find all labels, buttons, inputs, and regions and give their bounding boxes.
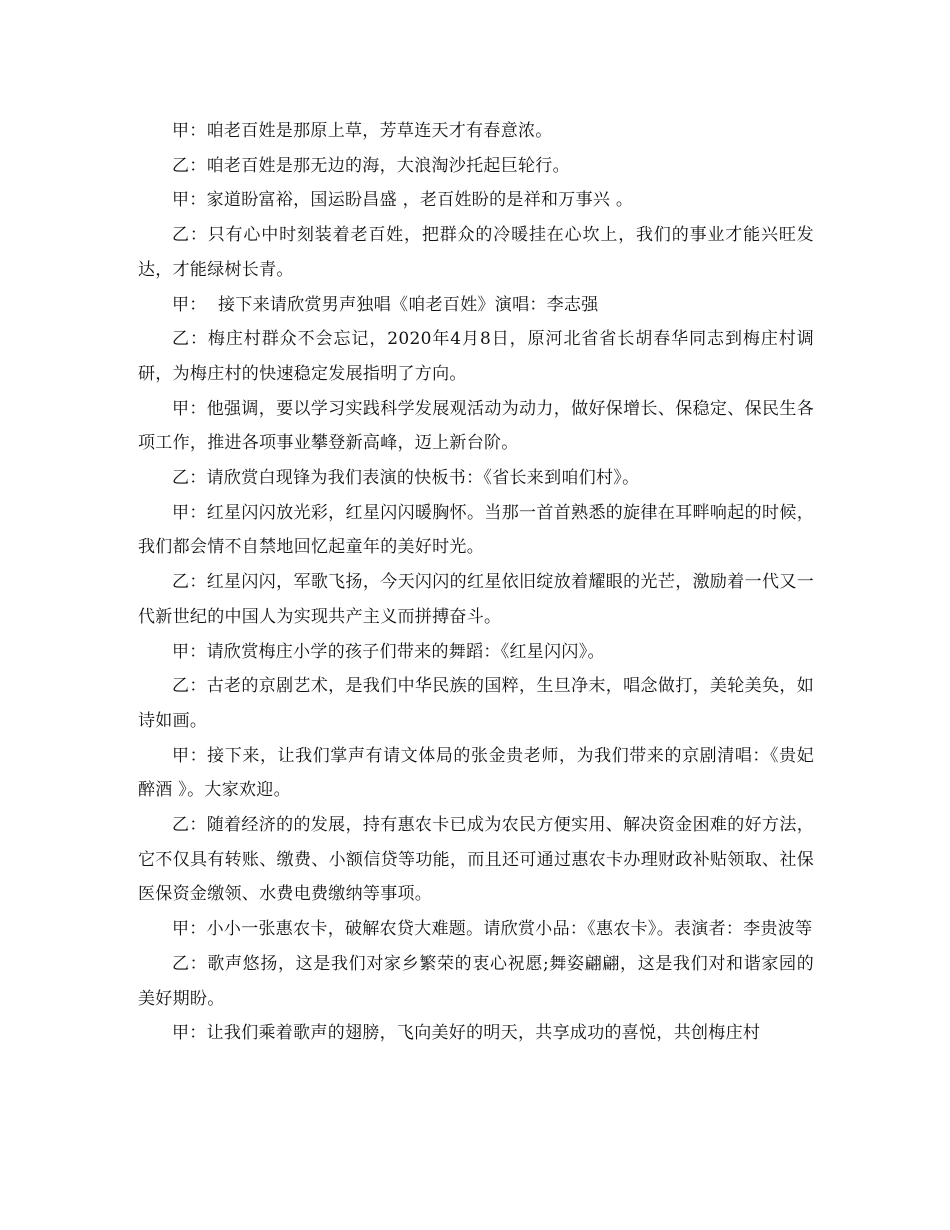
dialogue-paragraph-7: 甲：他强调，要以学习实践科学发展观活动为动力，做好保增长、保稳定、保民生各项工作，推进各项事业攀登新高峰，迈上新台阶。 [138, 398, 814, 454]
dialogue-paragraph-1: 甲：咱老百姓是那原上草，芳草连天才有春意浓。 [172, 121, 553, 141]
dialogue-paragraph-10: 乙：红星闪闪，军歌飞扬，今天闪闪的红星依旧绽放着耀眼的光芒，激励着一代又一代新世纪的中国人为实现共产主义而拼搏奋斗。 [138, 572, 814, 627]
dialogue-paragraph-17: 甲：让我们乘着歌声的翅膀，飞向美好的明天，共享成功的喜悦，共创梅庄村 [172, 1023, 761, 1044]
dialogue-paragraph-15: 甲：小小一张惠农卡，破解农贷大难题。请欣赏小品：《惠农卡》。表演者：李贵波等 [172, 919, 813, 940]
dialogue-paragraph-5: 甲： 接下来请欣赏男声独唱《咱老百姓》演唱：李志强 [172, 294, 599, 315]
dialogue-paragraph-11: 甲：请欣赏梅庄小学的孩子们带来的舞蹈：《红星闪闪》。 [172, 641, 605, 662]
dialogue-paragraph-12: 乙：古老的京剧艺术，是我们中华民族的国粹，生旦净末，唱念做打，美轮美奂，如诗如画。 [138, 676, 814, 731]
dialogue-paragraph-8: 乙：请欣赏白现锋为我们表演的快板书：《省长来到咱们村》。 [172, 468, 640, 489]
dialogue-paragraph-6: 乙：梅庄村群众不会忘记，2020年4月8日，原河北省省长胡春华同志到梅庄村调研，为梅庄村的快速稳定发展指明了方向。 [138, 329, 814, 384]
dialogue-paragraph-3: 甲：家道盼富裕，国运盼昌盛 ，老百姓盼的是祥和万事兴 。 [172, 190, 634, 211]
document-body [138, 114, 814, 1051]
dialogue-paragraph-2: 乙：咱老百姓是那无边的海，大浪淘沙托起巨轮行。 [172, 155, 570, 176]
dialogue-paragraph-14: 乙：随着经济的的发展，持有惠农卡已成为农民方便实用、解决资金困难的好方法，它不仅具有转账、缴费、小额信贷等功能，而且还可通过惠农卡办理财政补贴领取、社保医保资金缴领、水费电费缴纳等事项。 [138, 815, 814, 905]
dialogue-paragraph-16: 乙：歌声悠扬，这是我们对家乡繁荣的衷心祝愿;舞姿翩翩，这是我们对和谐家园的美好期盼。 [138, 953, 814, 1009]
dialogue-paragraph-4: 乙：只有心中时刻装着老百姓，把群众的冷暖挂在心坎上，我们的事业才能兴旺发达，才能绿树长青。 [138, 225, 814, 280]
dialogue-paragraph-9: 甲：红星闪闪放光彩，红星闪闪暖胸怀。当那一首首熟悉的旋律在耳畔响起的时候，我们都会情不自禁地回忆起童年的美好时光。 [138, 502, 814, 558]
dialogue-paragraph-13: 甲：接下来，让我们掌声有请文体局的张金贵老师，为我们带来的京剧清唱：《贵妃醉酒 》。大家欢迎。 [138, 745, 814, 801]
